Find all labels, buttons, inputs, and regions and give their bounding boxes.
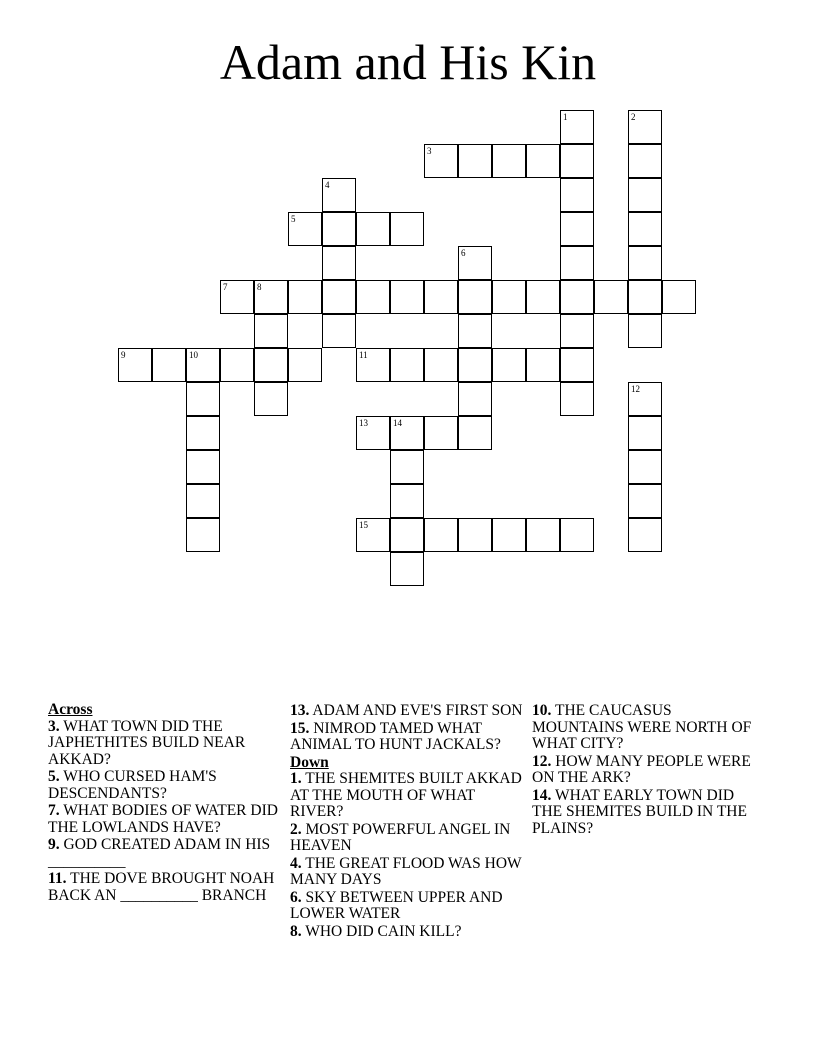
grid-cell[interactable] <box>492 144 526 178</box>
grid-cell[interactable] <box>628 484 662 518</box>
clue-down-4: 4. THE GREAT FLOOD WAS HOW MANY DAYS <box>290 854 522 888</box>
grid-cell[interactable] <box>254 280 288 314</box>
clues-column-1 <box>48 702 288 905</box>
grid-cell[interactable] <box>458 144 492 178</box>
grid-cell[interactable] <box>254 382 288 416</box>
grid-cell[interactable] <box>560 144 594 178</box>
grid-cell[interactable] <box>526 518 560 552</box>
grid-cell[interactable] <box>390 552 424 586</box>
grid-cell[interactable] <box>390 518 424 552</box>
grid-cell[interactable] <box>628 144 662 178</box>
grid-cell[interactable] <box>186 450 220 484</box>
clue-down-12: 12. HOW MANY PEOPLE WERE ON THE ARK? <box>532 752 751 786</box>
grid-cell[interactable] <box>322 280 356 314</box>
grid-cell[interactable] <box>152 348 186 382</box>
grid-cell[interactable] <box>628 280 662 314</box>
grid-cell[interactable] <box>424 416 458 450</box>
grid-cell[interactable] <box>628 416 662 450</box>
grid-cell[interactable] <box>390 212 424 246</box>
down-heading: Down <box>290 753 329 771</box>
clue-down-8: 8. WHO DID CAIN KILL? <box>290 922 462 940</box>
cell-number: 15 <box>359 520 368 530</box>
grid-cell[interactable] <box>560 518 594 552</box>
grid-cell[interactable] <box>186 416 220 450</box>
grid-cell[interactable] <box>186 518 220 552</box>
grid-cell[interactable] <box>628 450 662 484</box>
cell-number: 6 <box>461 248 466 258</box>
grid-cell[interactable] <box>322 178 356 212</box>
cell-number: 14 <box>393 418 402 428</box>
grid-cell[interactable] <box>560 178 594 212</box>
clue-across-13: 13. ADAM AND EVE'S FIRST SON <box>290 702 523 719</box>
grid-cell[interactable] <box>492 280 526 314</box>
grid-cell[interactable] <box>424 280 458 314</box>
grid-cell[interactable] <box>220 280 254 314</box>
grid-cell[interactable] <box>560 382 594 416</box>
cell-number: 3 <box>427 146 432 156</box>
grid-cell[interactable] <box>186 382 220 416</box>
clue-down-6: 6. SKY BETWEEN UPPER AND LOWER WATER <box>290 888 503 922</box>
grid-cell[interactable] <box>628 110 662 144</box>
cell-number: 4 <box>325 180 330 190</box>
grid-cell[interactable] <box>220 348 254 382</box>
grid-cell[interactable] <box>424 518 458 552</box>
grid-cell[interactable] <box>492 518 526 552</box>
grid-cell[interactable] <box>186 348 220 382</box>
grid-cell[interactable] <box>322 212 356 246</box>
grid-cell[interactable] <box>322 314 356 348</box>
clue-across-5: 5. WHO CURSED HAM'S DESCENDANTS? <box>48 768 217 802</box>
grid-cell[interactable] <box>390 416 424 450</box>
grid-cell[interactable] <box>390 280 424 314</box>
grid-cell[interactable] <box>662 280 696 314</box>
grid-cell[interactable] <box>390 348 424 382</box>
clue-across-11: 11. THE DOVE BROUGHT NOAH BACK AN __________ BRANCH <box>48 870 275 904</box>
clue-across-15: 15. NIMROD TAMED WHAT ANIMAL TO HUNT JACKALS? <box>290 719 501 753</box>
grid-cell[interactable] <box>628 518 662 552</box>
cell-number: 11 <box>359 350 368 360</box>
grid-cell[interactable] <box>288 348 322 382</box>
grid-cell[interactable] <box>458 382 492 416</box>
cell-number: 9 <box>121 350 126 360</box>
grid-cell[interactable] <box>628 178 662 212</box>
grid-cell[interactable] <box>424 144 458 178</box>
clue-across-9: 9. GOD CREATED ADAM IN HIS __________ <box>48 836 271 870</box>
grid-cell[interactable] <box>458 348 492 382</box>
clue-across-3: 3. WHAT TOWN DID THE JAPHETHITES BUILD NEAR AKKAD? <box>48 717 246 768</box>
grid-cell[interactable] <box>526 144 560 178</box>
cell-number: 2 <box>631 112 636 122</box>
grid-cell[interactable] <box>526 348 560 382</box>
puzzle-title: Adam and His Kin <box>219 34 597 90</box>
grid-cell[interactable] <box>492 348 526 382</box>
grid-cell[interactable] <box>560 314 594 348</box>
cell-number: 1 <box>563 112 568 122</box>
grid-cell[interactable] <box>322 246 356 280</box>
grid-cell[interactable] <box>628 212 662 246</box>
grid-cell[interactable] <box>356 280 390 314</box>
grid-cell[interactable] <box>356 212 390 246</box>
grid-cell[interactable] <box>560 348 594 382</box>
clues-column-2 <box>290 703 530 941</box>
grid-cell[interactable] <box>458 416 492 450</box>
clue-across-7: 7. WHAT BODIES OF WATER DID THE LOWLANDS HAVE? <box>48 802 278 836</box>
grid-cell[interactable] <box>560 212 594 246</box>
grid-cell[interactable] <box>254 314 288 348</box>
clue-down-2: 2. MOST POWERFUL ANGEL IN HEAVEN <box>290 820 511 854</box>
grid-cell[interactable] <box>390 450 424 484</box>
grid-cell[interactable] <box>288 212 322 246</box>
grid-cell[interactable] <box>254 348 288 382</box>
cell-number: 13 <box>359 418 368 428</box>
cell-number: 8 <box>257 282 262 292</box>
cell-number: 12 <box>631 384 640 394</box>
cell-number: 7 <box>223 282 228 292</box>
grid-cell[interactable] <box>458 280 492 314</box>
cell-number: 10 <box>189 350 198 360</box>
grid-cell[interactable] <box>356 518 390 552</box>
grid-cell[interactable] <box>356 416 390 450</box>
grid-cell[interactable] <box>594 280 628 314</box>
cell-number: 5 <box>291 214 296 224</box>
grid-cell[interactable] <box>424 348 458 382</box>
grid-cell[interactable] <box>390 484 424 518</box>
grid-cell[interactable] <box>186 484 220 518</box>
grid-cell[interactable] <box>628 246 662 280</box>
grid-cell[interactable] <box>458 314 492 348</box>
across-heading: Across <box>48 701 93 718</box>
clue-down-14: 14. WHAT EARLY TOWN DID THE SHEMITES BUILD IN THE PLAINS? <box>532 786 747 837</box>
clues-column-3 <box>532 703 762 838</box>
grid-cell[interactable] <box>288 280 322 314</box>
grid-cell[interactable] <box>560 280 594 314</box>
grid-cell[interactable] <box>356 348 390 382</box>
clue-down-1: 1. THE SHEMITES BUILT AKKAD AT THE MOUTH OF WHAT RIVER? <box>290 770 522 820</box>
grid-cell[interactable] <box>458 246 492 280</box>
grid-cell[interactable] <box>458 518 492 552</box>
grid-cell[interactable] <box>560 110 594 144</box>
grid-cell[interactable] <box>118 348 152 382</box>
grid-cell[interactable] <box>560 246 594 280</box>
clue-down-10: 10. THE CAUCASUS MOUNTAINS WERE NORTH OF WHAT CITY? <box>532 702 752 752</box>
grid-cell[interactable] <box>628 314 662 348</box>
grid-cell[interactable] <box>628 382 662 416</box>
grid-cell[interactable] <box>526 280 560 314</box>
